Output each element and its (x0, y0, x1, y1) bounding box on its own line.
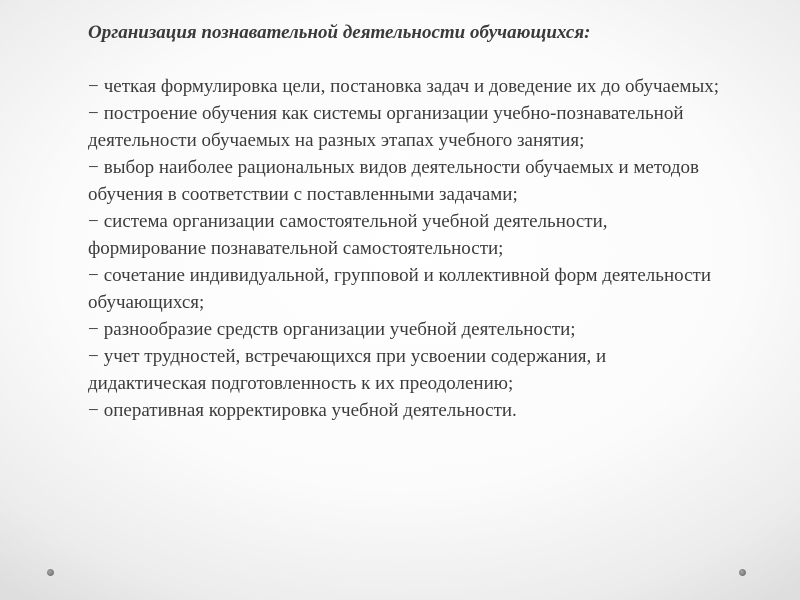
list-item-text: разнообразие средств организации учебной деятельности; (103, 319, 576, 340)
list-item-text: учет трудностей, встречающихся при усвоении содержания, и дидактическая подготовленность к их преодолению; (88, 346, 607, 394)
list-item (88, 316, 728, 343)
dash-marker: − (88, 346, 99, 367)
dash-marker: − (88, 400, 99, 421)
list-item-text: система организации самостоятельной учебной деятельности, формирование познавательной самостоятельности; (88, 211, 608, 259)
dash-marker: − (88, 319, 99, 340)
slide-content (88, 19, 728, 424)
dash-marker: − (88, 211, 99, 232)
dash-marker: − (88, 157, 99, 178)
list-item (88, 208, 728, 262)
list-item (88, 397, 728, 424)
list-item (88, 73, 728, 100)
list-item (88, 262, 728, 316)
list-item-text: оперативная корректировка учебной деятельности. (103, 400, 517, 421)
list-item (88, 343, 728, 397)
slide-title: Организация познавательной деятельности обучающихся: (88, 22, 591, 43)
list-item (88, 154, 728, 208)
list-item-text: четкая формулировка цели, постановка задач и доведение их до обучаемых; (103, 76, 719, 97)
right-dot-ornament (739, 569, 746, 576)
list-item-text: выбор наиболее рациональных видов деятельности обучаемых и методов обучения в соответствии с поставленными задачами; (88, 157, 699, 205)
list-item-text: сочетание индивидуальной, групповой и коллективной форм деятельности обучающихся; (88, 265, 711, 313)
dash-marker: − (88, 103, 99, 124)
left-dot-ornament (47, 569, 54, 576)
list-item (88, 100, 728, 154)
list-item-text: построение обучения как системы организации учебно-познавательной деятельности обучаемых на разных этапах учебного занятия; (88, 103, 684, 151)
dash-marker: − (88, 76, 99, 97)
bullet-list (88, 73, 728, 424)
dash-marker: − (88, 265, 99, 286)
